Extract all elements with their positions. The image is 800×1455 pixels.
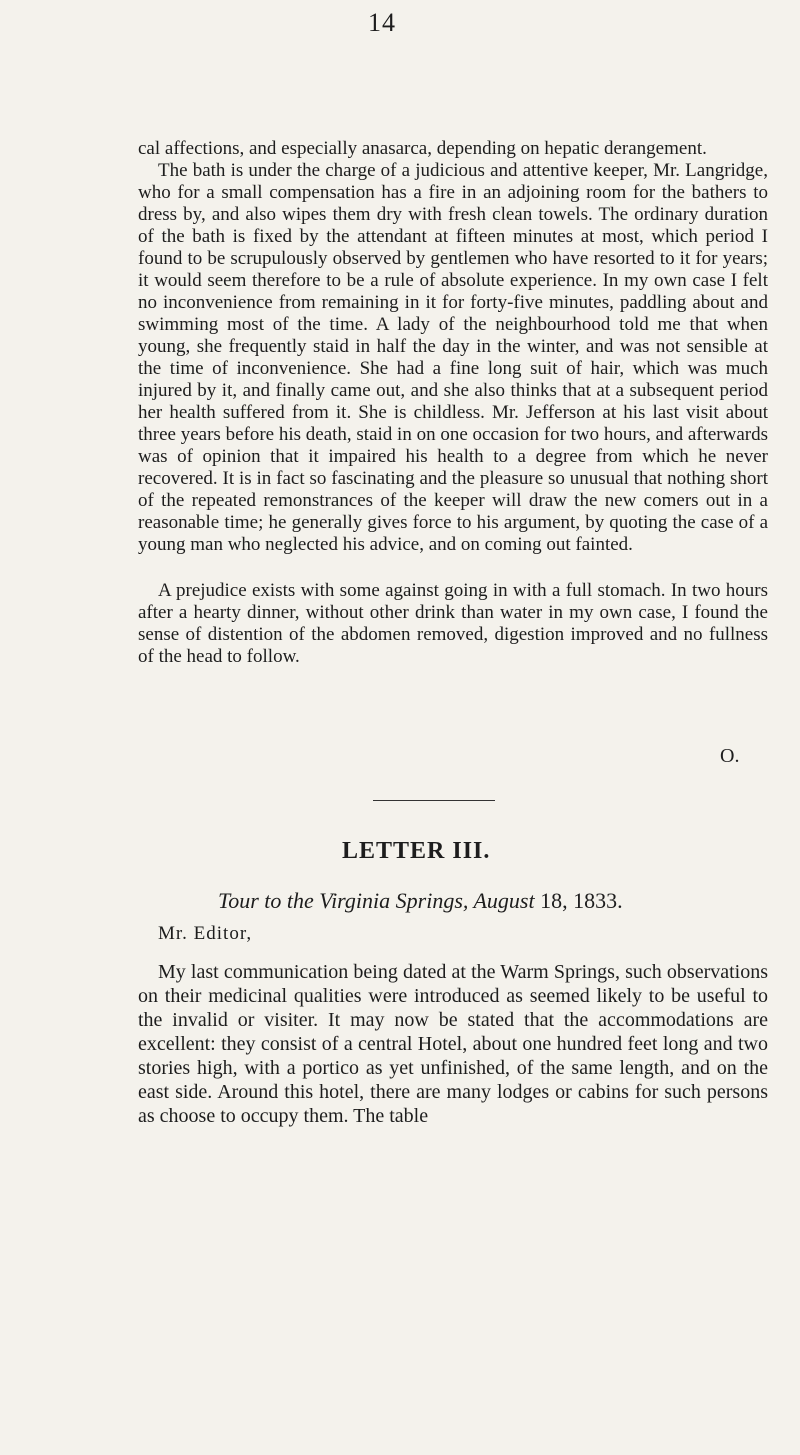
letter-heading: LETTER III. — [342, 838, 491, 864]
paragraph-continuation: cal affections, and especially anasarca, depending on hepatic derangement. — [138, 138, 707, 159]
salutation: Mr. Editor, — [158, 923, 253, 944]
letter-subtitle — [218, 888, 623, 914]
page-number: 14 — [368, 8, 396, 37]
paragraph-bath-keeper: The bath is under the charge of a judicious and attentive keeper, Mr. Langridge, who for a small compensation has a fire in an adjoining room for the bathers to dress by, and also wipes them dry with fresh clean towels. The ordinary duration of the bath is fixed by the attendant at fifteen minutes at most, which period I found to be scrupulously observed by gentlemen who have resorted to it for years; it would seem therefore to be a rule of absolute experience. In my own case I felt no inconvenience from remaining in it for forty-five minutes, paddling about and swimming most of the time. A lady of the neighbourhood told me that when young, she frequently staid in half the day in the winter, and was not sensible at the time of inconvenience. She had a fine long suit of hair, which was much injured by it, and finally came out, and she also thinks that at a subsequent period her health suffered from it. She is childless. Mr. Jefferson at his last visit about three years before his death, staid in on one occasion for two hours, and afterwards was of opinion that it impaired his health to a degree from which he never recovered. It is in fact so fascinating and the pleasure so unusual that nothing short of the repeated remonstrances of the keeper will draw the new comers out in a reasonable time; he generally gives force to his argument, by quoting the case of a young man who neglected his advice, and on coming out fainted. — [138, 160, 768, 555]
body-text-top — [138, 138, 768, 556]
paragraph-prejudice: A prejudice exists with some against going in with a full stomach. In two hours after a hearty dinner, without other drink than water in my own case, I found the sense of distention of the abdomen removed, digestion improved and no fullness of the head to follow. — [138, 580, 768, 667]
section-divider — [373, 800, 495, 801]
paragraph-letter: My last communication being dated at the Warm Springs, such observations on their medicinal qualities were introduced as seemed likely to be useful to the invalid or visiter. It may now be stated that the accommodations are excellent: they consist of a central Hotel, about one hundred feet long and two stories high, with a portico as yet unfinished, of the same length, and on the east side. Around this hotel, there are many lodges or cabins for such persons as choose to occupy them. The table — [138, 961, 768, 1127]
subtitle-date: 18, 1833. — [540, 888, 623, 913]
body-text-letter — [138, 960, 768, 1128]
signature-initial: O. — [720, 745, 740, 767]
body-text-prejudice — [138, 580, 768, 668]
subtitle-place: Tour to the Virginia Springs, August — [218, 888, 535, 913]
